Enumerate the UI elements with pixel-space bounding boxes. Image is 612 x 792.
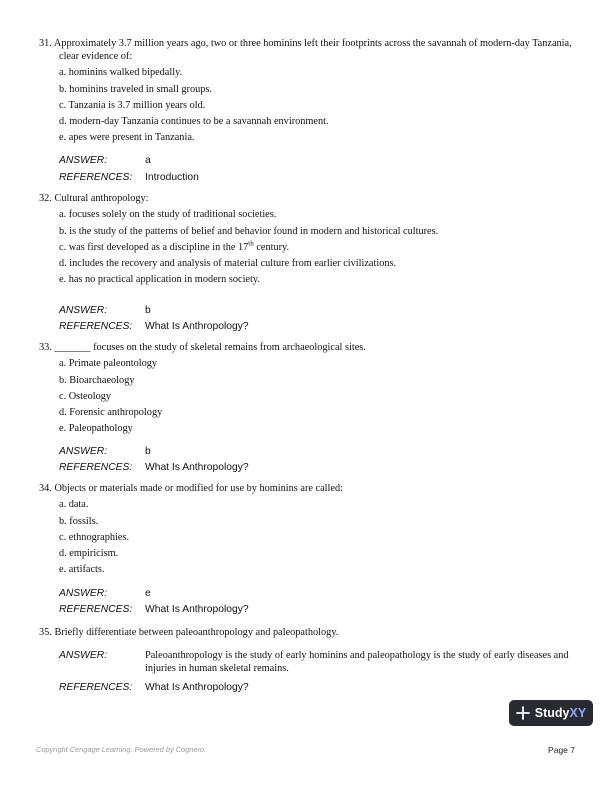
option-a: a. focuses solely on the study of traditional societies. <box>59 209 277 221</box>
question-31 <box>39 37 584 144</box>
option-b: b. fossils. <box>59 515 99 527</box>
option-b: b. is the study of the patterns of belief and behavior found in modern and historical cultures. <box>59 225 439 237</box>
answer-label: ANSWER: <box>59 446 108 457</box>
option-b: b. Bioarchaeology <box>59 374 135 386</box>
option-e: e. apes were present in Tanzania. <box>59 132 195 144</box>
references-value: What Is Anthropology? <box>145 682 249 693</box>
option-d: d. Forensic anthropology <box>59 407 163 419</box>
logo-text: StudyXY <box>534 706 587 720</box>
question-stem: 33. _______ focuses on the study of skeletal remains from archaeological sites. <box>39 342 366 353</box>
references-value: Introduction <box>145 172 199 183</box>
answer-value: e <box>145 588 151 599</box>
option-a: a. data. <box>59 499 89 511</box>
option-e: e. Paleopathology <box>59 423 133 435</box>
question-35 <box>39 626 584 639</box>
answer-label: ANSWER: <box>59 650 108 661</box>
question-stem: 35. Briefly differentiate between paleoanthropology and paleopathology. <box>39 627 339 638</box>
option-c: c. ethnographies. <box>59 531 130 543</box>
option-d: d. includes the recovery and analysis of material culture from earlier civilizations. <box>59 258 397 270</box>
option-c: c. Osteology <box>59 390 112 402</box>
references-label: REFERENCES: <box>59 321 133 332</box>
question-33 <box>39 341 584 435</box>
option-e: e. has no practical application in modern society. <box>59 274 260 286</box>
references-label: REFERENCES: <box>59 462 133 473</box>
answer-value: Paleoanthropology is the study of early hominins and paleopathology is the study of early diseases and injuries in human skeletal remains. <box>145 650 569 674</box>
option-a: a. Primate paleontology <box>59 358 158 370</box>
option-e: e. artifacts. <box>59 564 105 576</box>
answer-label: ANSWER: <box>59 305 108 316</box>
question-stem: 31. Approximately 3.7 million years ago, two or three hominins left their footprints across the savannah of modern-day Tanzania, clear evidence of: <box>39 38 572 62</box>
question-stem: 32. Cultural anthropology: <box>39 193 149 204</box>
question-32 <box>39 192 584 286</box>
page-number: Page 7 <box>548 745 575 755</box>
option-a: a. hominins walked bipedally. <box>59 67 183 79</box>
answer-label: ANSWER: <box>59 155 108 166</box>
option-d: d. empiricism. <box>59 548 119 560</box>
answer-value: b <box>145 305 151 316</box>
references-label: REFERENCES: <box>59 172 133 183</box>
question-stem: 34. Objects or materials made or modified for use by hominins are called: <box>39 483 343 494</box>
option-c: c. was first developed as a discipline in the 17th century. <box>59 239 290 253</box>
answer-value: a <box>145 155 151 166</box>
references-value: What Is Anthropology? <box>145 462 249 473</box>
option-d: d. modern-day Tanzania continues to be a savannah environment. <box>59 116 329 128</box>
studyxy-logo <box>509 700 593 726</box>
references-value: What Is Anthropology? <box>145 604 249 615</box>
question-34 <box>39 482 584 576</box>
option-c: c. Tanzania is 3.7 million years old. <box>59 99 206 111</box>
answer-value: b <box>145 446 151 457</box>
footer-copyright: Copyright Cengage Learning. Powered by Cognero. <box>36 745 207 754</box>
plus-icon <box>516 706 530 720</box>
references-value: What Is Anthropology? <box>145 321 249 332</box>
references-label: REFERENCES: <box>59 604 133 615</box>
answer-label: ANSWER: <box>59 588 108 599</box>
references-label: REFERENCES: <box>59 682 133 693</box>
option-b: b. hominins traveled in small groups. <box>59 83 213 95</box>
